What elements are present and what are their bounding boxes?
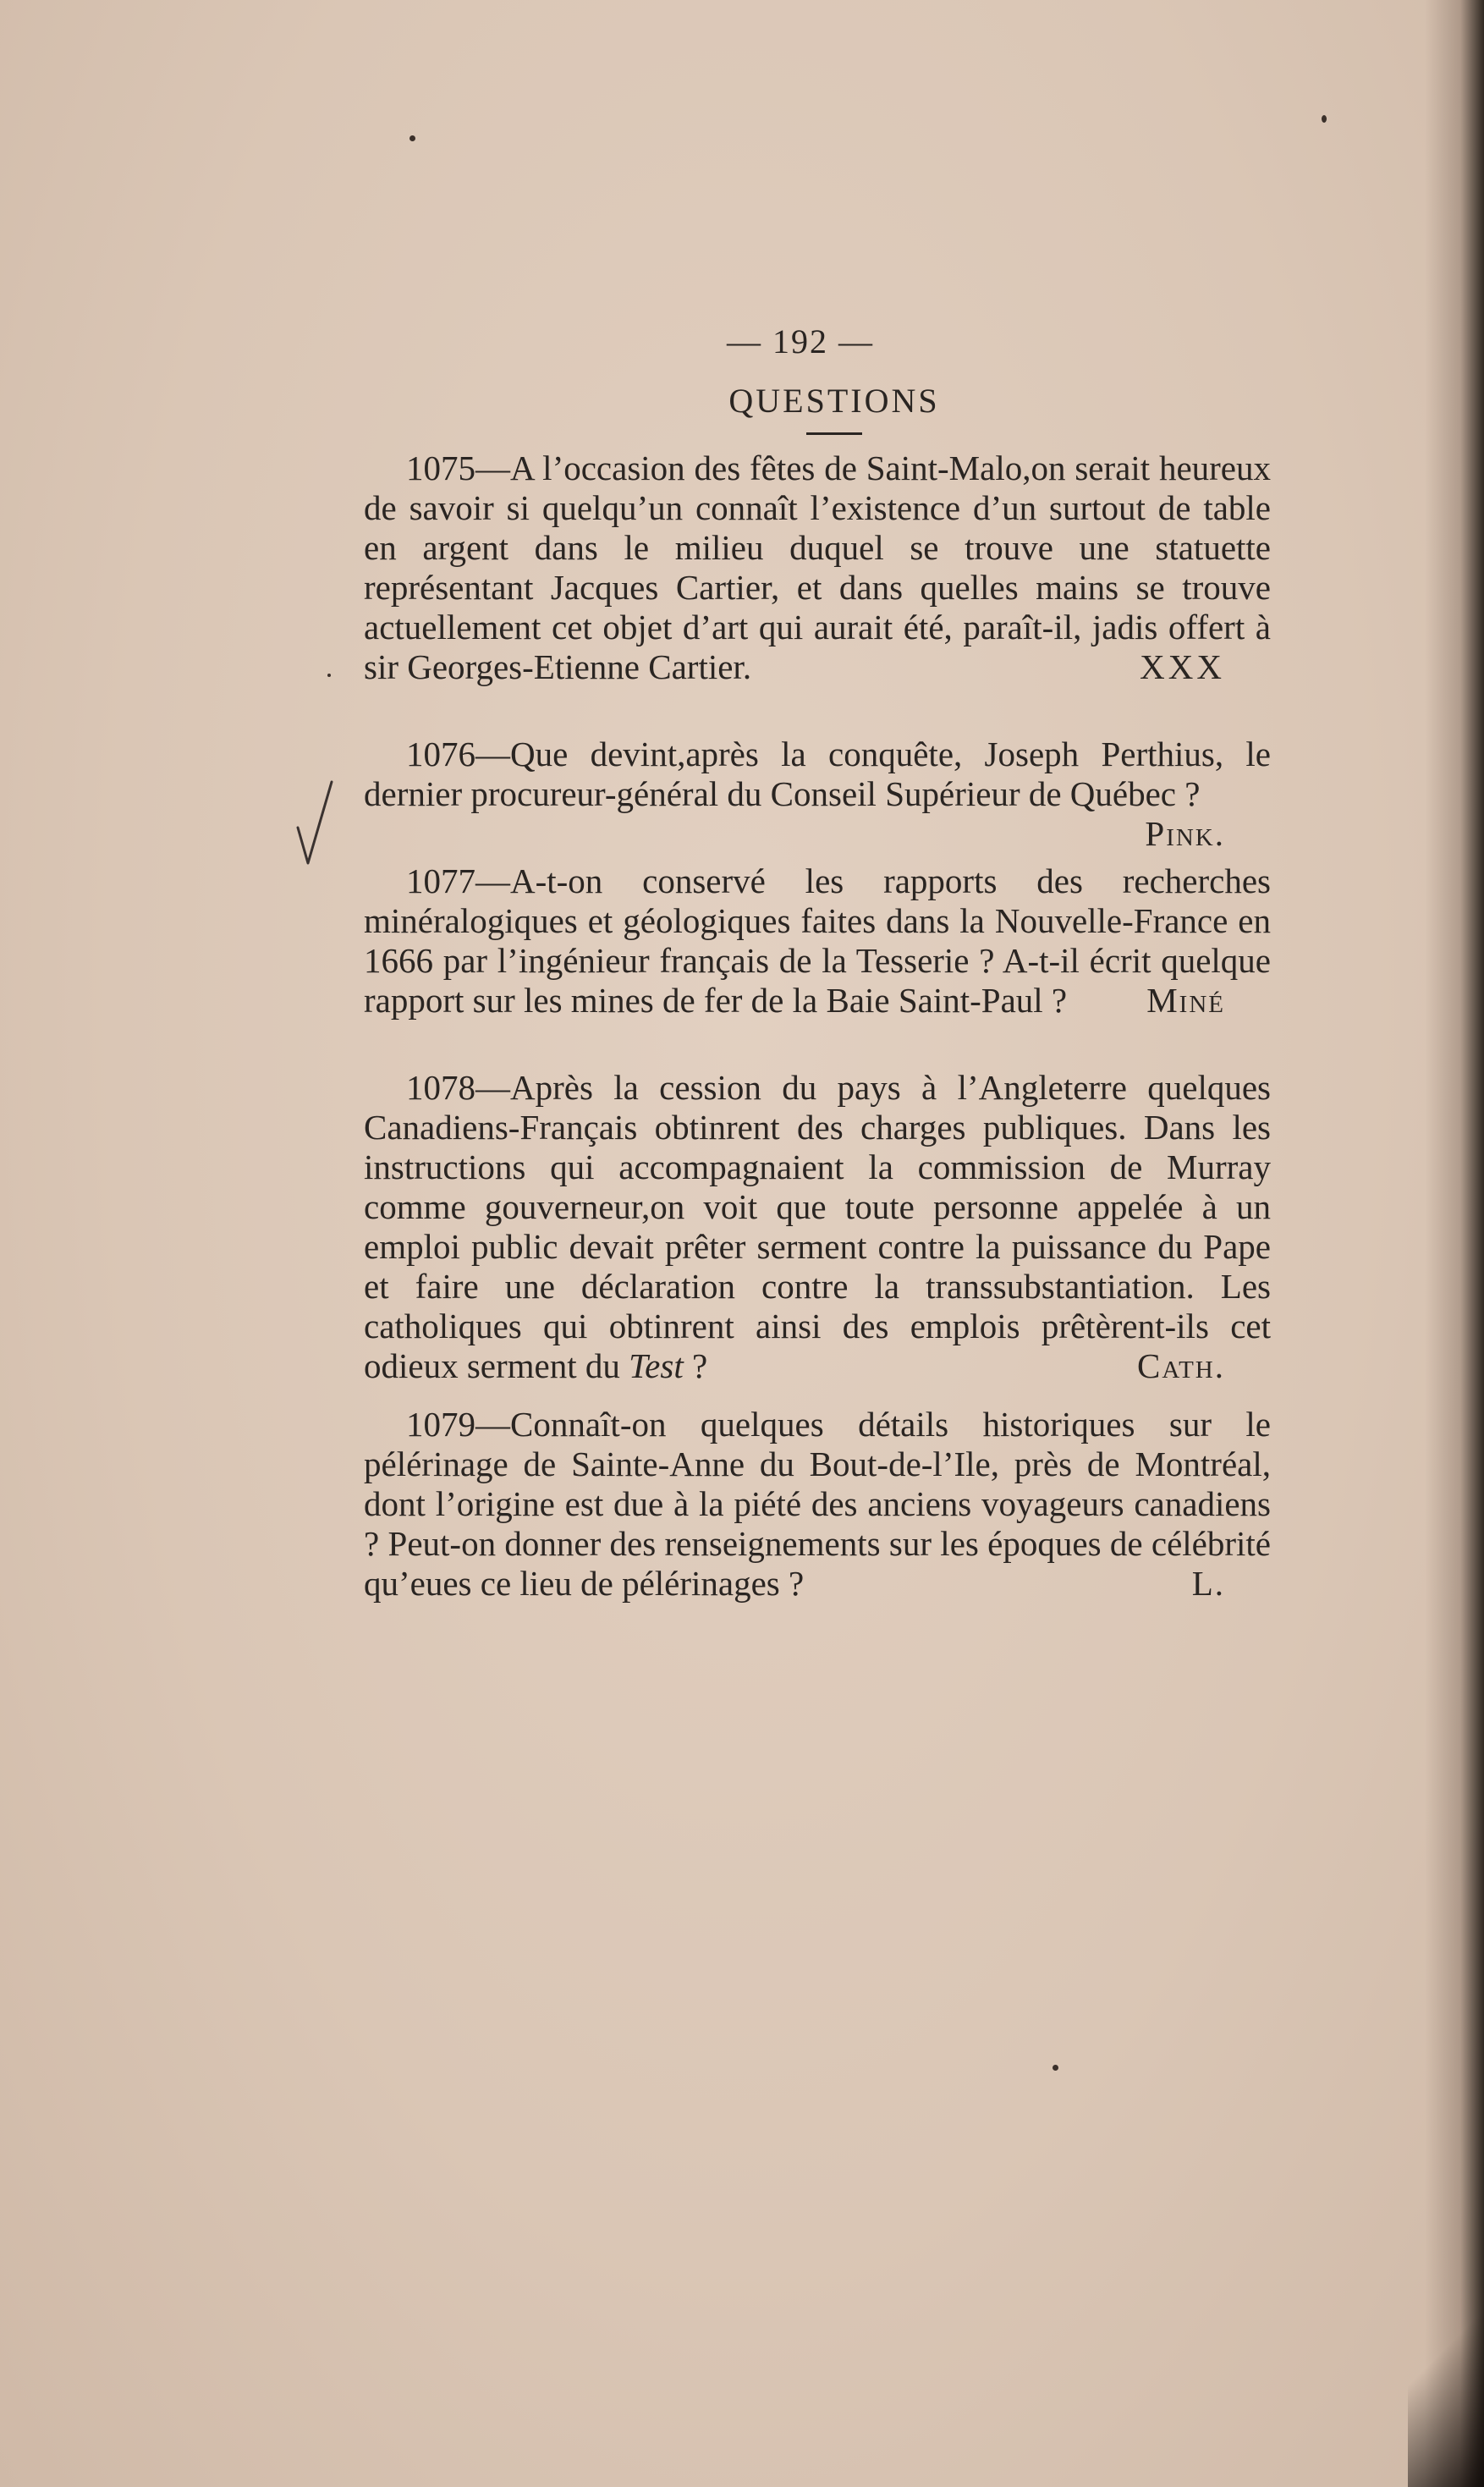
question-text — [364, 448, 1271, 687]
question-1078 — [364, 1068, 1271, 1386]
paper-speck — [327, 674, 331, 677]
question-italic-term: Test — [629, 1346, 684, 1385]
question-body: —A-t-on conservé les rapports des recherches minéralogiques et géologiques faites dans la Nouvelle-France en 1666 par l’ingénieur français de la Tesserie ? A-t-il écrit quelque rapport sur les mines de fer de la Baie Saint-Paul ? — [364, 861, 1271, 1020]
question-number: 1078 — [406, 1068, 475, 1107]
section-title: QUESTIONS — [728, 382, 940, 420]
title-rule — [806, 432, 862, 435]
question-text — [364, 1405, 1271, 1604]
question-signature: Pink. — [1145, 814, 1225, 853]
question-signature: L. — [1191, 1564, 1225, 1603]
question-1077 — [364, 861, 1271, 1021]
question-body-end: ? — [683, 1346, 708, 1385]
question-number: 1077 — [406, 861, 475, 900]
question-number: 1076 — [406, 735, 475, 773]
question-number: 1079 — [406, 1405, 475, 1444]
handwritten-check-icon — [294, 779, 337, 872]
page-corner-shadow — [1408, 2267, 1484, 2487]
question-body: —A l’occasion des fêtes de Saint-Malo,on serait heureux de savoir si quelqu’un connaît l’existence d’un surtout de table en argent dans le milieu duquel se trouve une statuette représentant Jacques Cartier, et dans quelles mains se trouve actuellement cet objet d’art qui aurait été, paraît-il, jadis offert à sir Georges-Etienne Cartier. — [364, 448, 1271, 686]
question-number: 1075 — [406, 448, 475, 487]
question-1076 — [364, 735, 1271, 853]
page-content — [364, 322, 1271, 1604]
question-signature: Miné — [1146, 981, 1225, 1020]
question-signature: XXX — [1140, 647, 1225, 686]
question-text — [364, 861, 1271, 1021]
question-1075 — [364, 448, 1271, 687]
page-number: — 192 — — [727, 322, 874, 360]
paper-speck — [1053, 2065, 1058, 2071]
question-body: —Après la cession du pays à l’Angleterre quelques Canadiens-Français obtinrent des charges publiques. Dans les instructions qui accompagnaient la commission de Murray comme gouverneur,on voit que toute personne appelée à un emploi public devait prêter serment contre la puissance du Pape et faire une déclaration contre la transsubstantiation. Les catholiques qui obtinrent ainsi des emplois prêtèrent-ils cet odieux serment du — [364, 1068, 1271, 1385]
paper-speck — [409, 135, 415, 141]
question-body: —Connaît-on quelques détails historiques sur le pélérinage de Sainte-Anne du Bout-de-l’Ile, près de Montréal, dont l’origine est due à la piété des anciens voyageurs canadiens ? Peut-on donner des renseignements sur les époques de célébrité qu’eues ce lieu de pélérinages ? — [364, 1405, 1271, 1603]
question-text — [364, 735, 1271, 853]
question-body: —Que devint,après la conquête, Joseph Perthius, le dernier procureur-général du Conseil Supérieur de Québec ? — [364, 735, 1271, 813]
paper-speck — [1322, 115, 1327, 123]
question-1079 — [364, 1405, 1271, 1604]
question-text — [364, 1068, 1271, 1386]
page-edge-shadow — [1425, 0, 1484, 2487]
question-signature: Cath. — [1137, 1346, 1225, 1385]
